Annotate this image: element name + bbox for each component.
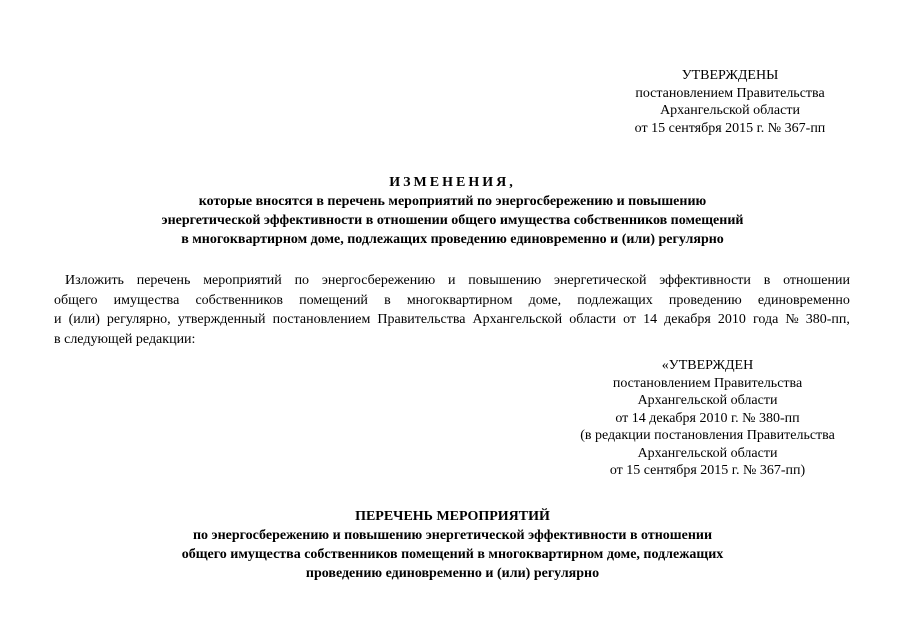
approval-block — [600, 67, 860, 137]
word: подлежащих — [577, 292, 653, 308]
word: по — [294, 273, 310, 288]
word: Изложить — [65, 273, 124, 288]
word: утвержденный — [177, 312, 266, 327]
changes-subtitle-line: в многоквартирном доме, подлежащих проведению единовременно и (или) регулярно — [181, 232, 724, 247]
body-paragraph — [54, 271, 850, 349]
word: энергетической — [553, 273, 647, 288]
word: Архангельской — [472, 312, 563, 327]
changes-subtitle-line: которые вносятся в перечень мероприятий по энергосбережению и повышению — [198, 194, 707, 209]
word: мероприятий — [203, 273, 282, 288]
word: отношении — [783, 273, 850, 288]
list-subtitle-line: проведению единовременно и (или) регулярно — [305, 566, 600, 581]
word: регулярно, — [106, 312, 171, 327]
word: в — [763, 273, 771, 288]
word: (или) — [68, 312, 100, 327]
changes-subtitle-line: энергетической эффективности в отношении общего имущества собственников помещений — [161, 213, 744, 228]
approval-line: Архангельской области — [637, 445, 778, 461]
changes-title: ИЗМЕНЕНИЯ, — [389, 175, 516, 190]
word: перечень — [136, 273, 191, 288]
word: повышению — [468, 273, 542, 288]
list-subtitle-line: общего имущества собственников помещений в многоквартирном доме, подлежащих — [181, 547, 724, 562]
word: 380-пп, — [805, 312, 850, 327]
approval-revision-line: (в редакции постановления Правительства — [580, 428, 835, 443]
word: от — [623, 312, 636, 327]
list-title: ПЕРЕЧЕНЬ МЕРОПРИЯТИЙ — [355, 509, 550, 524]
word: декабря — [664, 312, 711, 327]
word: 14 — [643, 312, 658, 327]
word: общего — [54, 292, 98, 308]
approval-line: Архангельской области — [637, 393, 778, 408]
word: области — [569, 312, 616, 327]
word: имущества — [113, 292, 180, 308]
word: эффективности — [659, 273, 751, 288]
word: 2010 — [717, 312, 746, 327]
word: № — [785, 312, 799, 327]
word: Правительства — [377, 312, 466, 327]
word: постановлением — [272, 312, 371, 327]
approval-date-line: от 14 декабря 2010 г. № 380-пп — [615, 410, 800, 426]
word: помещений — [299, 292, 368, 308]
word: года — [752, 312, 779, 327]
word: проведению — [668, 292, 742, 308]
approval-line: постановлением Правительства — [612, 375, 803, 391]
word: единовременно — [757, 292, 850, 308]
paragraph-line — [54, 310, 850, 330]
approval-line: постановлением Правительства — [635, 85, 825, 101]
paragraph-last-line: в следующей редакции: — [54, 331, 196, 347]
paragraph-line — [54, 271, 850, 291]
list-heading — [60, 507, 845, 583]
approval-title: УТВЕРЖДЕНЫ — [681, 68, 779, 83]
word: многоквартирном — [406, 292, 513, 308]
word: и — [54, 312, 62, 327]
word: доме, — [528, 292, 562, 308]
word: собственников — [195, 292, 284, 308]
paragraph-line — [54, 330, 850, 350]
list-subtitle-line: по энергосбережению и повышению энергетической эффективности в отношении — [192, 528, 713, 543]
paragraph-line — [54, 291, 850, 311]
word: и — [447, 273, 456, 288]
approval-title: «УТВЕРЖДЕН — [661, 358, 754, 373]
word: в — [384, 292, 391, 308]
approval-date-line: от 15 сентября 2015 г. № 367-пп — [634, 120, 826, 136]
word: энергосбережению — [321, 273, 436, 288]
approval-date-line: от 15 сентября 2015 г. № 367-пп) — [609, 463, 806, 478]
changes-heading — [60, 173, 845, 249]
approval-line: Архангельской области — [660, 103, 800, 118]
quoted-approval-block — [560, 357, 855, 480]
